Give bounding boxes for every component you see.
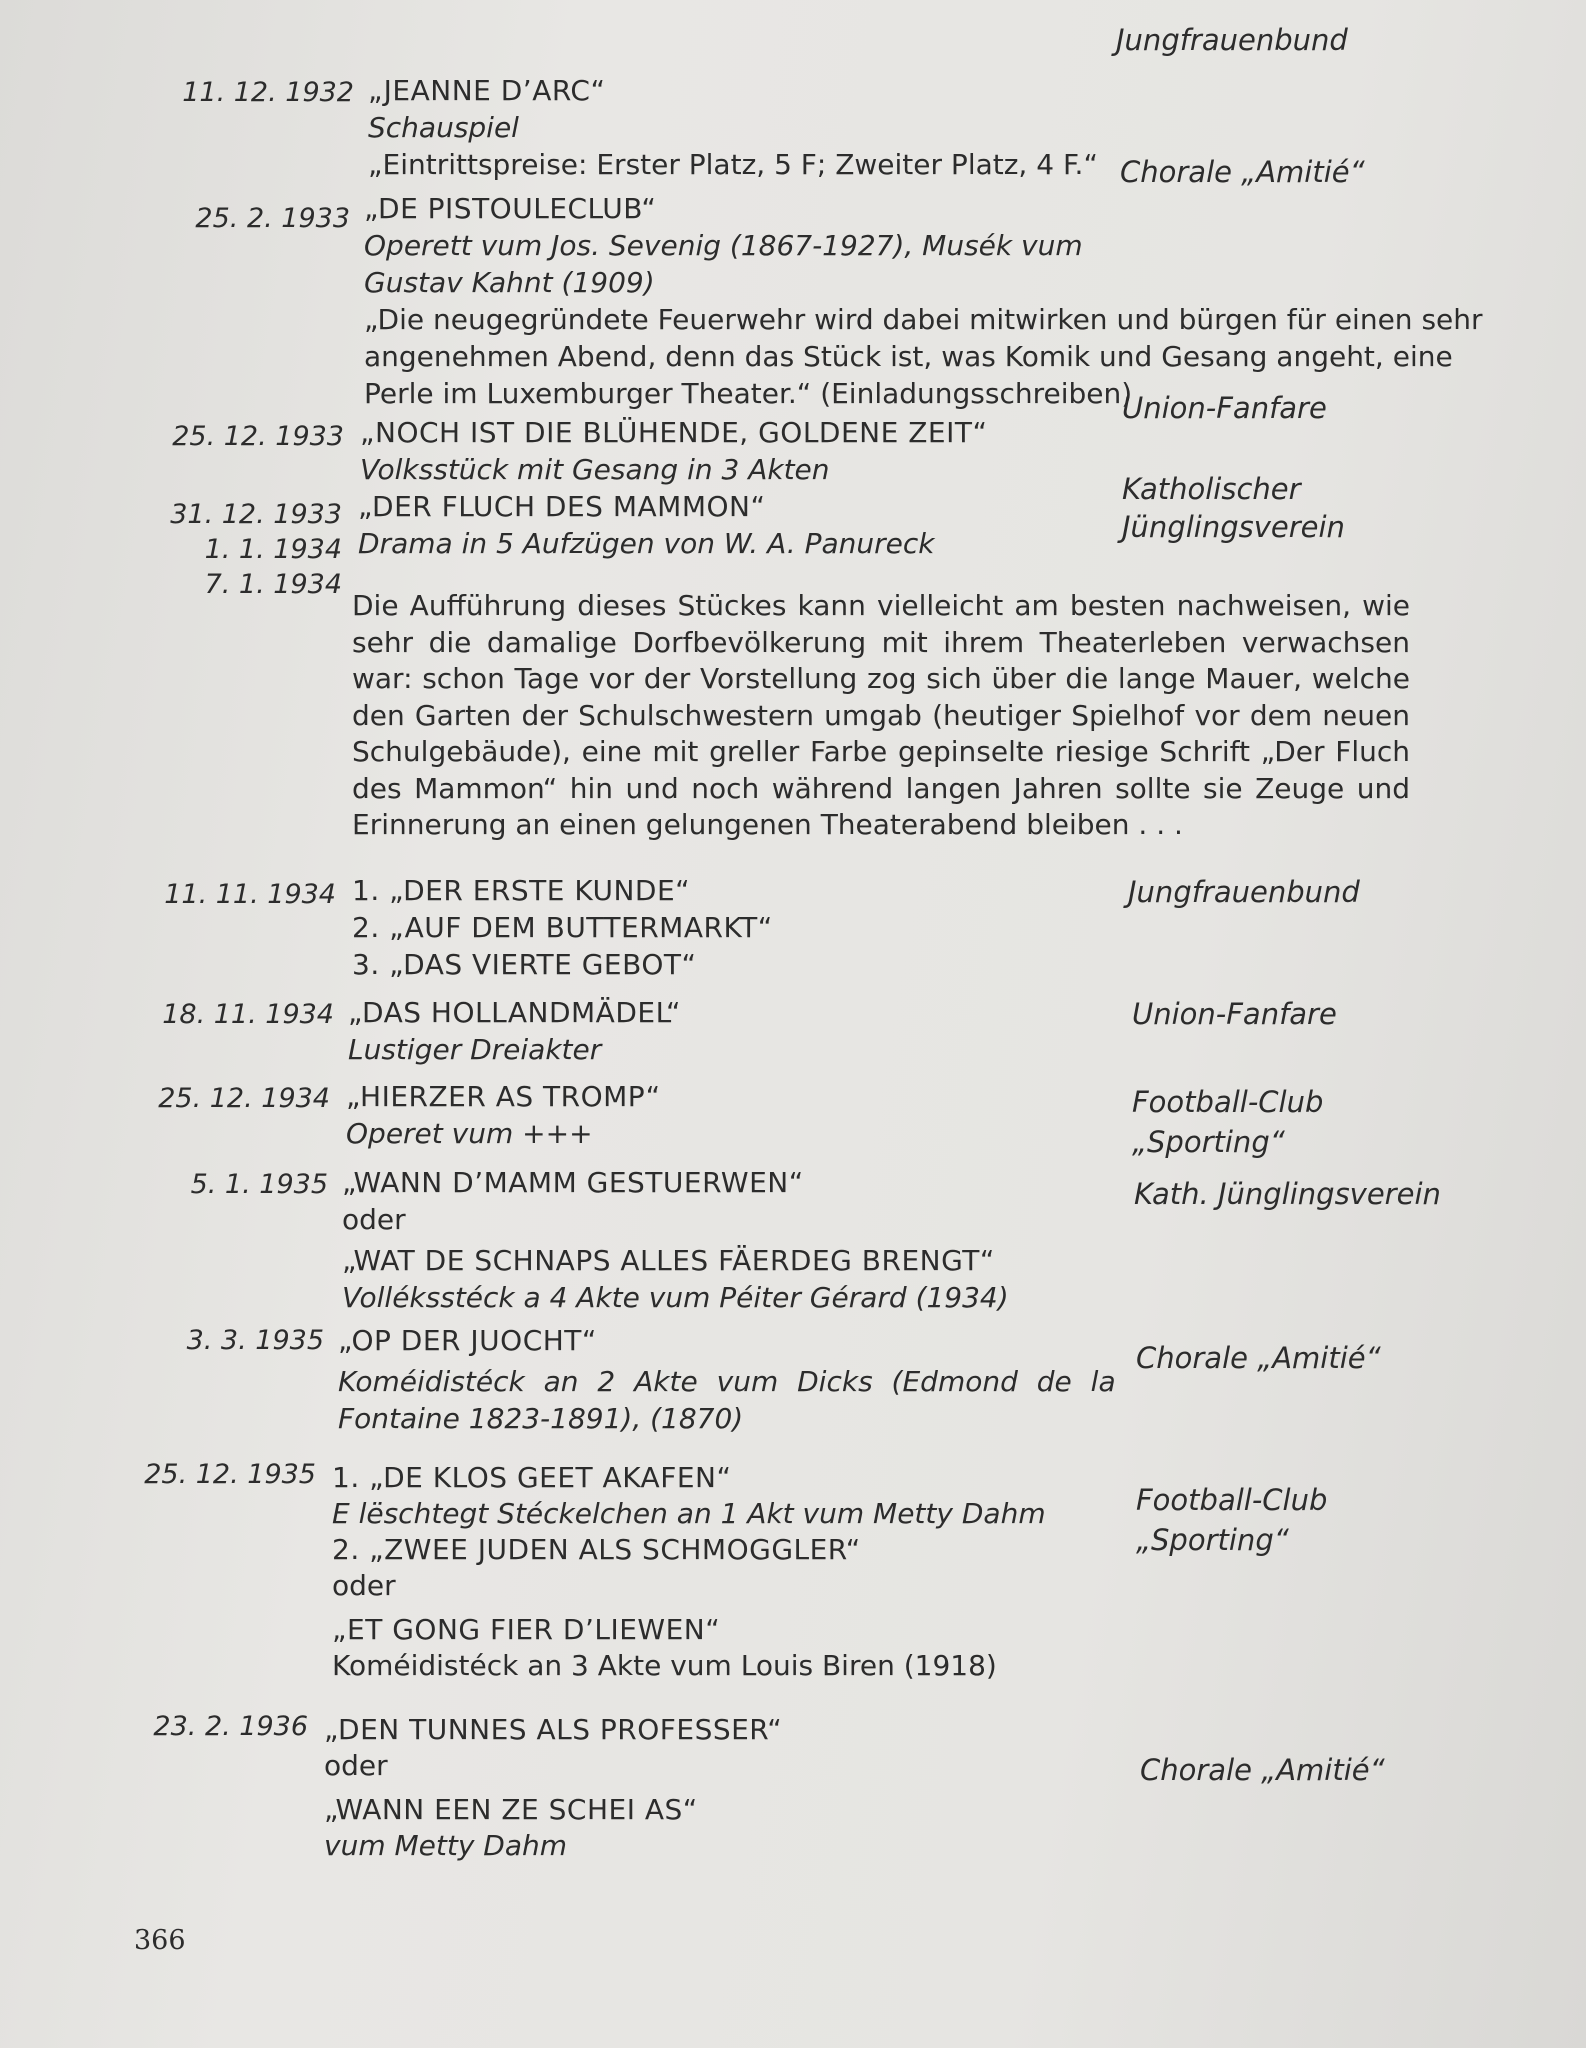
entry-line: Operett vum Jos. Sevenig (1867-1927), Musék vum <box>364 229 1083 262</box>
entry-organization: Union-Fanfare <box>1132 997 1337 1031</box>
entry-line: Gustav Kahnt (1909) <box>364 266 655 299</box>
entry-line: „WAT DE SCHNAPS ALLES FÄERDEG BRENGT“ <box>342 1244 995 1277</box>
page-number: 366 <box>134 1925 186 1956</box>
entry-date: 7. 1. 1934 <box>204 569 342 600</box>
entry-line: 2. „ZWEE JUDEN ALS SCHMOGGLER“ <box>332 1533 861 1566</box>
entry-line: Schauspiel <box>368 111 519 144</box>
entry-date: 18. 11. 1934 <box>162 999 334 1030</box>
narrative-paragraph: Die Aufführung dieses Stückes kann vielleicht am besten nachweisen, wie sehr die damalige Dorfbevölkerung mit ihrem Theaterleben verwachsen war: schon Tage vor der Vorstellung zog sich über die lange Mauer, welche den Garten der Schulschwestern umgab (heutiger Spielhof vor dem neuen Schulgebäude), eine mit greller Farbe gepinselte riesige Schrift „Der Fluch des Mammon“ hin und noch während langen Jahren sollte sie Zeuge und Erinnerung an einen gelungenen Theaterabend bleiben . . . <box>352 589 1410 841</box>
entry-line: „DER FLUCH DES MAMMON“ <box>358 490 766 523</box>
entry-line: „WANN EEN ZE SCHEI AS“ <box>324 1793 698 1826</box>
entry-line: oder <box>324 1749 388 1782</box>
entry-body <box>358 488 934 562</box>
entry-line: Drama in 5 Aufzügen von W. A. Panureck <box>358 527 935 560</box>
entry-date: 11. 12. 1932 <box>182 77 354 108</box>
entry-line: „OP DER JUOCHT“ <box>338 1324 597 1357</box>
entry-line: „HIERZER AS TROMP“ <box>346 1080 661 1113</box>
entry-body <box>348 994 681 1068</box>
entry-line: Volksstück mit Gesang in 3 Akten <box>360 453 830 486</box>
entry-body <box>338 1322 1116 1437</box>
entry-organization: Jungfrauenbund <box>1128 875 1360 909</box>
entry-line: 1. „DE KLOS GEET AKAFEN“ <box>332 1461 732 1494</box>
entry-body <box>352 872 773 983</box>
entry-organization: Chorale „Amitié“ <box>1120 155 1365 189</box>
entry-body <box>342 1164 1009 1316</box>
entry-organization: Chorale „Amitié“ <box>1136 1341 1381 1375</box>
entry-line: „NOCH IST DIE BLÜHENDE, GOLDENE ZEIT“ <box>360 416 988 449</box>
entry-line: „DEN TUNNES ALS PROFESSER“ <box>324 1713 783 1746</box>
entry-date: 25. 12. 1935 <box>144 1459 316 1490</box>
entry-date: 11. 11. 1934 <box>164 879 336 910</box>
entry-line: „DAS HOLLANDMÄDEL“ <box>348 996 681 1029</box>
entry-date: 23. 2. 1936 <box>153 1711 308 1742</box>
entry-organization: Football-Club „Sporting“ <box>1136 1483 1328 1557</box>
entry-body <box>360 414 987 488</box>
entry-line: „JEANNE D’ARC“ <box>368 74 606 107</box>
entry-organization: Kath. Jünglingsverein <box>1134 1177 1441 1211</box>
entry-line: Operet vum +++ <box>346 1117 593 1150</box>
entry-line: angenehmen Abend, denn das Stück ist, was Komik und Gesang angeht, eine <box>364 340 1453 373</box>
entry-line: „ET GONG FIER D’LIEWEN“ <box>332 1613 721 1646</box>
entry-date: 25. 12. 1933 <box>172 421 344 452</box>
entry-body <box>346 1078 661 1152</box>
entry-line: oder <box>332 1569 396 1602</box>
entry-line: vum Metty Dahm <box>324 1829 568 1862</box>
entry-organization: Katholischer Jünglingsverein <box>1122 472 1345 544</box>
entry-line: 2. „AUF DEM BUTTERMARKT“ <box>352 911 773 944</box>
top-organization: Jungfrauenbund <box>1116 23 1348 57</box>
entry-body <box>368 72 1098 183</box>
entry-organization: Football-Club „Sporting“ <box>1132 1085 1324 1159</box>
entry-date: 5. 1. 1935 <box>190 1169 328 1200</box>
entry-date: 3. 3. 1935 <box>186 1325 324 1356</box>
entry-line: Lustiger Dreiakter <box>348 1033 602 1066</box>
entry-date: 31. 12. 1933 <box>170 499 342 530</box>
entry-date: 1. 1. 1934 <box>204 534 342 565</box>
entry-line: „Die neugegründete Feuerwehr wird dabei mitwirken und bürgen für einen sehr <box>364 303 1483 336</box>
entry-line: E lëschtegt Stéckelchen an 1 Akt vum Metty Dahm <box>332 1497 1046 1530</box>
entry-line: „Eintrittspreise: Erster Platz, 5 F; Zweiter Platz, 4 F.“ <box>368 148 1098 181</box>
entry-body <box>332 1460 1046 1684</box>
entry-line: Volléksstéck a 4 Akte vum Péiter Gérard (1934) <box>342 1281 1009 1314</box>
entry-line: 1. „DER ERSTE KUNDE“ <box>352 874 691 907</box>
entry-line: Perle im Luxemburger Theater.“ (Einladungsschreiben) <box>364 377 1133 410</box>
entry-line: 3. „DAS VIERTE GEBOT“ <box>352 948 697 981</box>
entry-line: oder <box>342 1203 406 1236</box>
entry-line: „WANN D’MAMM GESTUERWEN“ <box>342 1166 804 1199</box>
entry-line: Koméidistéck an 2 Akte vum Dicks (Edmond de la <box>338 1365 1116 1398</box>
entry-line: „DE PISTOULECLUB“ <box>364 192 657 225</box>
entry-body <box>324 1712 782 1864</box>
entry-date: 25. 12. 1934 <box>158 1083 330 1114</box>
entry-body <box>364 190 1483 412</box>
entry-line: Koméidistéck an 3 Akte vum Louis Biren (1918) <box>332 1649 997 1682</box>
entry-organization: Chorale „Amitié“ <box>1140 1753 1385 1787</box>
entry-line: Fontaine 1823-1891), (1870) <box>338 1402 744 1435</box>
entry-organization: Union-Fanfare <box>1122 391 1327 425</box>
entry-date: 25. 2. 1933 <box>195 203 350 234</box>
